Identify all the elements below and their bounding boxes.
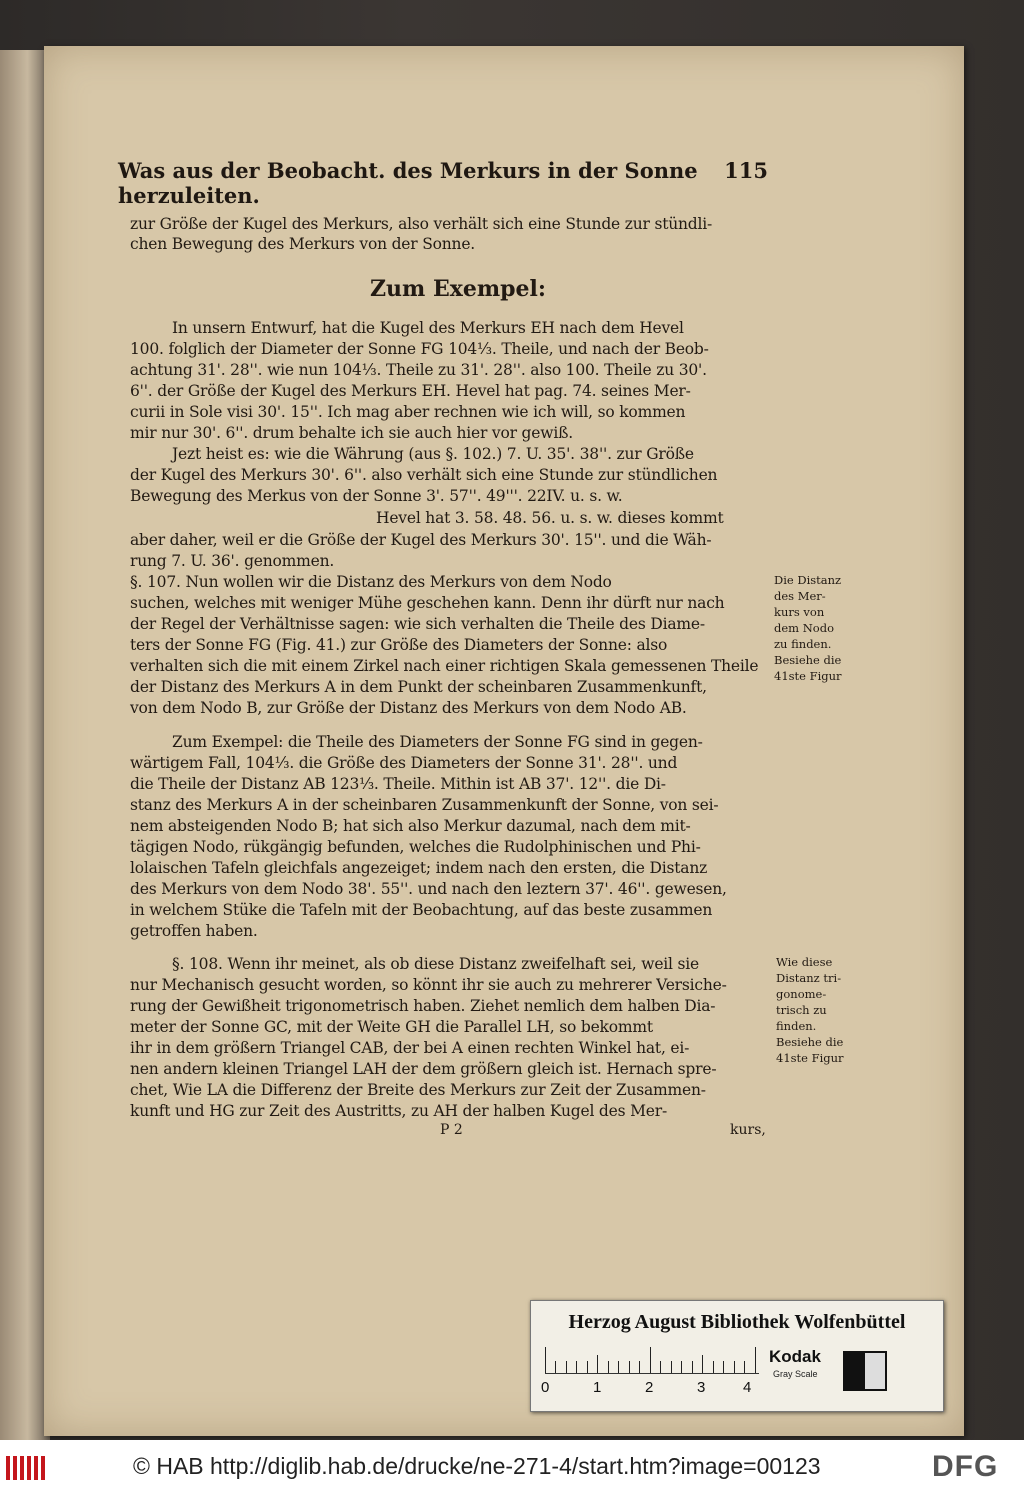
margin-note-distance [774,572,842,684]
hab-logo-icon [6,1456,50,1480]
text-line: in welchem Stüke die Tafeln mit der Beobachtung, auf das beste zusammen [130,901,713,919]
gray-scale-chip [843,1351,887,1391]
text-line: zur Größe der Kugel des Merkurs, also verhält sich eine Stunde zur stündli- [130,215,713,233]
margin-note-line: gonome- [776,987,827,1001]
text-line: chet, Wie LA die Differenz der Breite des Merkurs zur Zeit der Zusammen- [130,1081,706,1099]
text-line: 6''. der Größe der Kugel des Merkurs EH. Hevel hat pag. 74. seines Mer- [130,382,691,400]
text-line: tägigen Nodo, rükgängig befunden, welches die Rudolphinischen und Phi- [130,838,701,856]
measurement-ruler [545,1347,759,1374]
text-line: nen andern kleinen Triangel LAH der dem größern gleich ist. Hernach spre- [130,1060,717,1078]
margin-note-line: Besiehe die [774,653,842,667]
margin-note-line: Besiehe die [776,1035,844,1049]
margin-note-line: Wie diese [776,955,833,969]
scale-number: 0 [541,1379,550,1396]
kodak-brand: Kodak [769,1347,821,1366]
text-line: der Kugel des Merkurs 30'. 6''. also verhält sich eine Stunde zur stündlichen [130,466,718,484]
text-line: wärtigem Fall, 104⅓. die Größe des Diameters der Sonne 31'. 28''. und [130,754,678,772]
text-line: stanz des Merkurs A in der scheinbaren Zusammenkunft der Sonne, von sei- [130,796,719,814]
margin-note-line: Distanz tri- [776,971,842,985]
text-line: nem absteigenden Nodo B; hat sich also Merkur dazumal, nach dem mit- [130,817,691,835]
text-line: ihr in dem größern Triangel CAB, der bei A einen rechten Winkel hat, ei- [130,1039,690,1057]
kodak-gray-scale-label: Gray Scale [773,1369,818,1379]
text-line: §. 108. Wenn ihr meinet, als ob diese Distanz zweifelhaft sei, weil sie [172,955,700,973]
margin-note-line: 41ste Figur [774,669,842,683]
text-line: aber daher, weil er die Größe der Kugel des Merkurs 30'. 15''. und die Wäh- [130,531,712,549]
footer-bar [0,1440,1024,1494]
text-line: rung 7. U. 36'. genommen. [130,552,335,570]
text-line: 100. folglich der Diameter der Sonne FG 104⅓. Theile, und nach der Beob- [130,340,709,358]
text-line: getroffen haben. [130,922,258,940]
text-line: die Theile der Distanz AB 123⅓. Theile. Mithin ist AB 37'. 12''. die Di- [130,775,666,793]
margin-note-trigonometric [776,954,844,1066]
text-line: Jezt heist es: wie die Währung (aus §. 102.) 7. U. 35'. 38''. zur Größe [172,445,694,463]
margin-note-line: kurs von [774,605,825,619]
previous-page-edge [0,50,50,1440]
text-line: Bewegung des Merkus von der Sonne 3'. 57''. 49'''. 22IV. u. s. w. [130,487,623,505]
section-heading: Zum Exempel: [370,276,547,302]
margin-note-line: 41ste Figur [776,1051,844,1065]
text-line: meter der Sonne GC, mit der Weite GH die Parallel LH, so bekommt [130,1018,653,1036]
catchword: kurs, [730,1122,766,1138]
scale-number: 1 [593,1379,602,1396]
text-line: lolaischen Tafeln gleichfals angezeiget; indem nach den ersten, die Distanz [130,859,708,877]
text-line: kunft und HG zur Zeit des Austritts, zu AH der halben Kugel des Mer- [130,1102,667,1120]
text-line: §. 107. Nun wollen wir die Distanz des Merkurs von dem Nodo [130,573,612,591]
running-header [118,158,768,208]
library-label-card [530,1300,944,1412]
scale-number: 4 [743,1379,752,1396]
copyright-url[interactable]: © HAB http://diglib.hab.de/drucke/ne-271-4/start.htm?image=00123 [133,1453,821,1479]
text-line: Zum Exempel: die Theile des Diameters der Sonne FG sind in gegen- [172,733,703,751]
text-line: rung der Gewißheit trigonometrisch haben. Ziehet nemlich dem halben Dia- [130,997,716,1015]
margin-note-line: finden. [776,1019,817,1033]
text-line: des Merkurs von dem Nodo 38'. 55''. und nach den leztern 37'. 46''. gewesen, [130,880,727,898]
running-title: Was aus der Beobacht. des Merkurs in der Sonne herzuleiten. [118,158,698,208]
text-line: verhalten sich die mit einem Zirkel nach einer richtigen Skala gemessenen Theile [130,657,759,675]
text-line: In unsern Entwurf, hat die Kugel des Merkurs EH nach dem Hevel [172,319,684,337]
margin-note-line: zu finden. [774,637,832,651]
text-line: von dem Nodo B, zur Größe der Distanz des Merkurs von dem Nodo AB. [130,699,687,717]
margin-note-line: trisch zu [776,1003,827,1017]
library-name: Herzog August Bibliothek Wolfenbüttel [568,1311,906,1333]
margin-note-line: des Mer- [774,589,826,603]
text-line: der Distanz des Merkurs A in dem Punkt der scheinbaren Zusammenkunft, [130,678,707,696]
text-line: nur Mechanisch gesucht worden, so könnt ihr sie auch zu mehrerer Versiche- [130,976,727,994]
scale-number: 2 [645,1379,654,1396]
text-line: suchen, welches mit weniger Mühe geschehen kann. Denn ihr dürft nur nach [130,594,725,612]
margin-note-line: dem Nodo [774,621,834,635]
text-line: ters der Sonne FG (Fig. 41.) zur Größe des Diameters der Sonne: also [130,636,668,654]
scale-number: 3 [697,1379,706,1396]
text-line: mir nur 30'. 6''. drum behalte ich sie auch hier vor gewiß. [130,424,573,442]
text-line: Hevel hat 3. 58. 48. 56. u. s. w. dieses kommt [376,509,724,527]
margin-note-line: Die Distanz [774,573,842,587]
page-number: 115 [724,158,768,183]
signature-mark: P 2 [440,1122,463,1138]
text-line: der Regel der Verhältnisse sagen: wie sich verhalten die Theile des Diame- [130,615,705,633]
text-line: achtung 31'. 28''. wie nun 104⅓. Theile zu 31'. 28''. also 100. Theile zu 30'. [130,361,707,379]
text-line: chen Bewegung des Merkurs von der Sonne. [130,235,476,253]
text-line: curii in Sole visi 30'. 15''. Ich mag aber rechnen wie ich will, so kommen [130,403,686,421]
dfg-logo: DFG [932,1450,999,1483]
